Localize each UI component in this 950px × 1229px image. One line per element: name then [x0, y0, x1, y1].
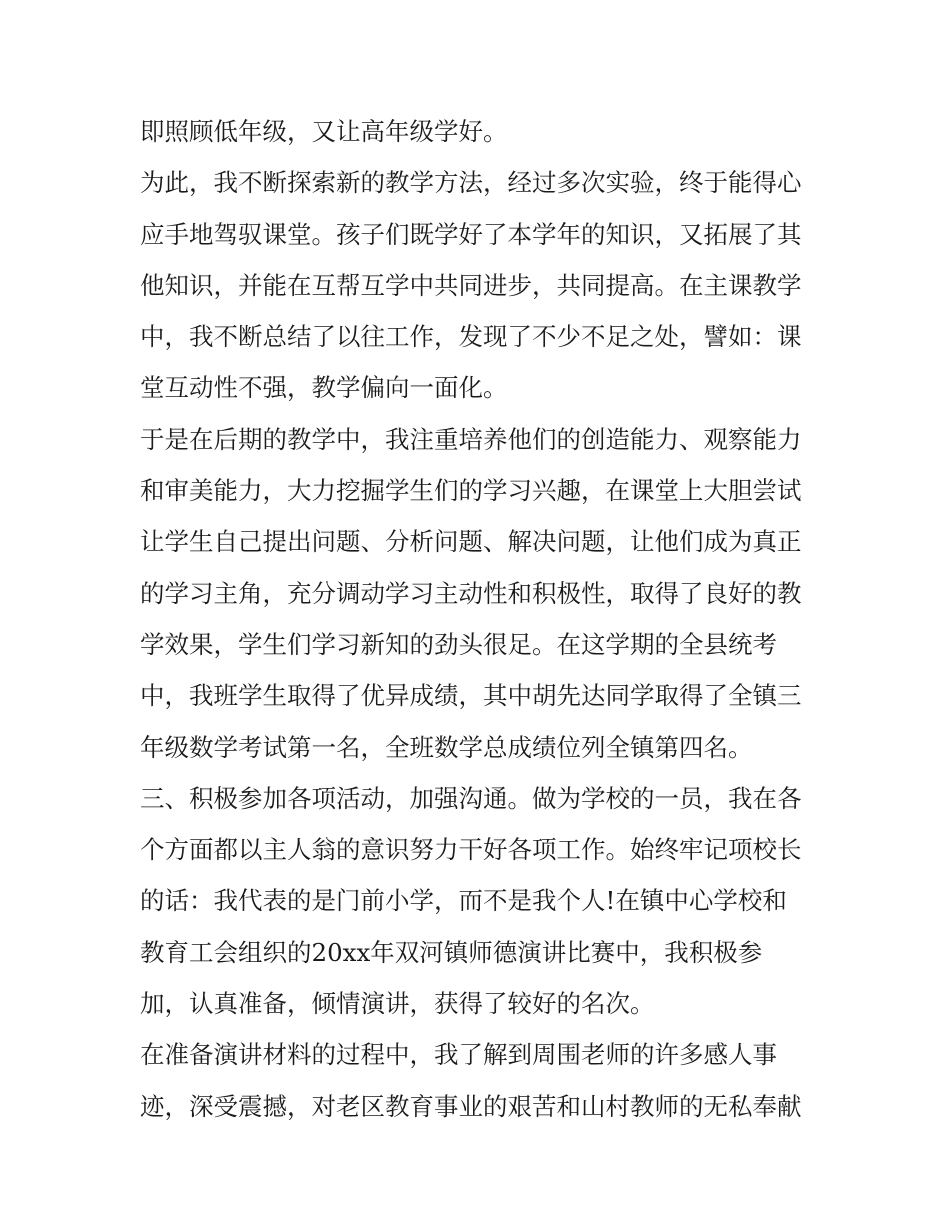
text-line-17: 教育工会组织的20xx年双河镇师德演讲比赛中，我积极参 — [140, 937, 763, 967]
text-line-5: 中，我不断总结了以往工作，发现了不少不足之处，譬如：课 — [140, 322, 802, 352]
text-line-14: 三、积极参加各项活动，加强沟通。做为学校的一员，我在各 — [140, 783, 802, 813]
text-line-8: 和审美能力，大力挖掘学生们的学习兴趣，在课堂上大胆尝试 — [140, 476, 802, 506]
text-line-3: 应手地驾驭课堂。孩子们既学好了本学年的知识，又拓展了其 — [140, 219, 802, 249]
text-line-6: 堂互动性不强，教学偏向一面化。 — [140, 373, 508, 403]
text-line-9: 让学生自己提出问题、分析问题、解决问题，让他们成为真正 — [140, 527, 802, 557]
text-line-12: 中，我班学生取得了优异成绩，其中胡先达同学取得了全镇三 — [140, 681, 802, 711]
text-line-20: 迹，深受震撼，对老区教育事业的艰苦和山村教师的无私奉献 — [140, 1091, 802, 1121]
text-line-2: 为此，我不断探索新的教学方法，经过多次实验，终于能得心 — [140, 168, 802, 198]
text-line-1: 即照顾低年级，又让高年级学好。 — [140, 117, 508, 146]
text-line-4: 他知识，并能在互帮互学中共同进步，共同提高。在主课教学 — [140, 270, 802, 300]
text-line-16: 的话：我代表的是门前小学，而不是我个人!在镇中心学校和 — [140, 886, 787, 916]
text-line-10: 的学习主角，充分调动学习主动性和积极性，取得了良好的教 — [140, 578, 802, 608]
text-line-19: 在准备演讲材料的过程中，我了解到周围老师的许多感人事 — [140, 1040, 777, 1070]
text-line-13: 年级数学考试第一名，全班数学总成绩位列全镇第四名。 — [140, 732, 753, 762]
body-text — [140, 106, 820, 1132]
text-line-11: 学效果，学生们学习新知的劲头很足。在这学期的全县统考 — [140, 629, 777, 659]
text-line-15: 个方面都以主人翁的意识努力干好各项工作。始终牢记项校长 — [140, 835, 802, 865]
text-line-7: 于是在后期的教学中，我注重培养他们的创造能力、观察能力 — [140, 424, 802, 454]
text-line-18: 加，认真准备，倾情演讲，获得了较好的名次。 — [140, 989, 655, 1019]
